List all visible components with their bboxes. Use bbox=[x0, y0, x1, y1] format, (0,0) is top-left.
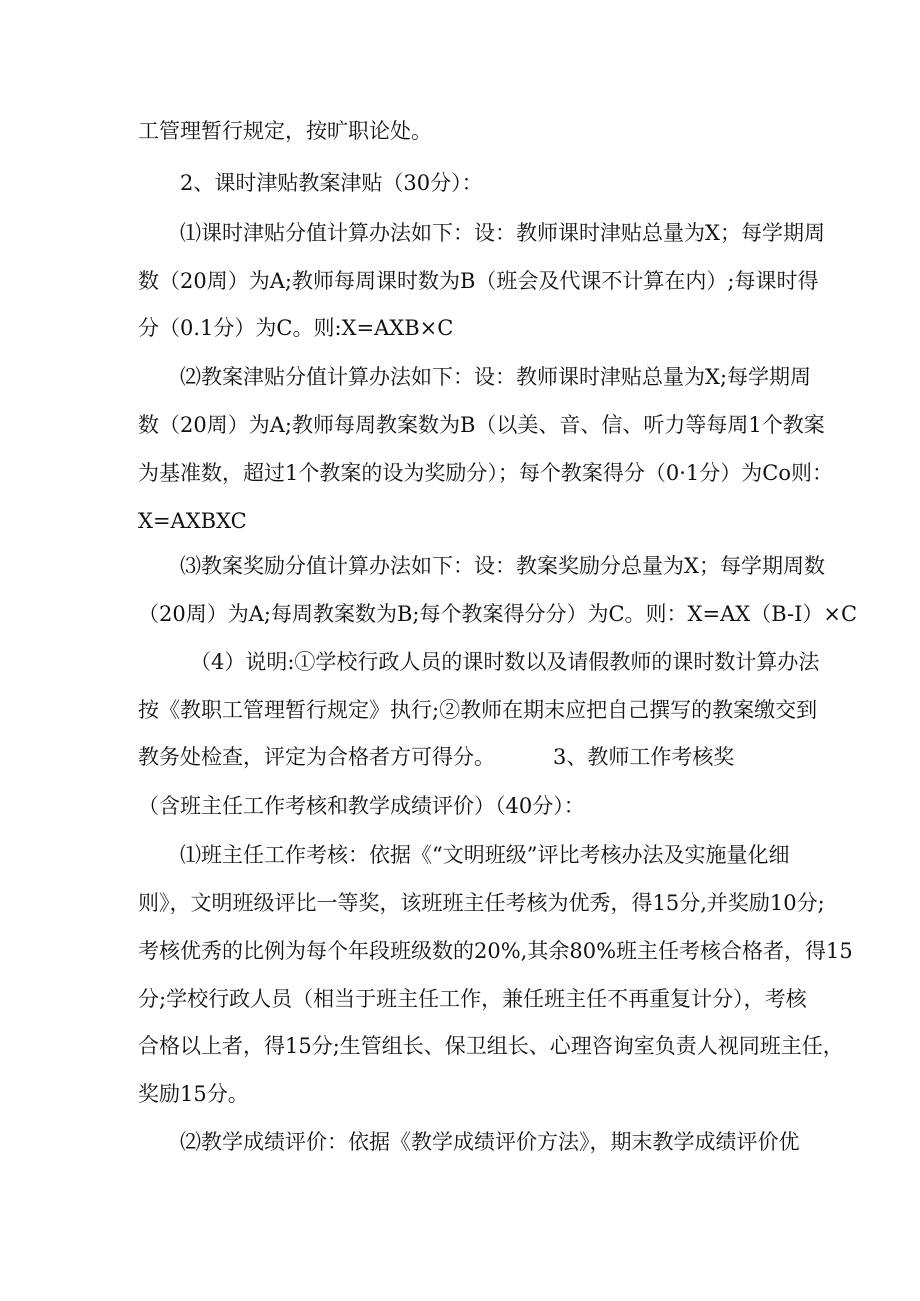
formula-line: X=AXBXC bbox=[138, 509, 247, 533]
paragraph-line: 合格以上者，得15分;生管组长、保卫组长、心理咨询室负责人视同班主任， bbox=[138, 1034, 844, 1058]
formula-line: 分（0.1分）为C。则:X=AXB×C bbox=[138, 316, 454, 340]
paragraph-line: 考核优秀的比例为每个年段班级数的20%,其余80%班主任考核合格者，得15 bbox=[138, 939, 853, 963]
paragraph-line: 为基准数，超过1个教案的设为奖励分）；每个教案得分（0·1分）为Co则： bbox=[138, 461, 833, 485]
section-heading: 2、课时津贴教案津贴（30分）： bbox=[180, 171, 483, 195]
paragraph-line: ⑶教案奖励分值计算办法如下：设：教案奖励分总量为X；每学期周数 bbox=[180, 554, 825, 578]
paragraph-line: ⑴班主任工作考核：依据《“文明班级”评比考核办法及实施量化细 bbox=[180, 843, 790, 867]
paragraph-line: 数（20周）为A;教师每周课时数为B（班会及代课不计算在内）;每课时得 bbox=[138, 269, 819, 293]
paragraph-line: 奖励15分。 bbox=[138, 1082, 249, 1106]
paragraph-text: 教务处检查，评定为合格者方可得分。 bbox=[138, 745, 495, 769]
paragraph-line: 分;学校行政人员（相当于班主任工作，兼任班主任不再重复计分），考核 bbox=[138, 987, 807, 1011]
paragraph-line: ⑵教案津贴分值计算办法如下：设：教师课时津贴总量为X;每学期周 bbox=[180, 365, 812, 389]
paragraph-line bbox=[138, 743, 734, 771]
paragraph-line: 按《教职工管理暂行规定》执行;②教师在期末应把自己撰写的教案缴交到 bbox=[138, 698, 818, 722]
section-heading: 3、教师工作考核奖 bbox=[553, 745, 735, 769]
text-line: 工管理暂行规定，按旷职论处。 bbox=[138, 119, 432, 143]
paragraph-line: ⑴课时津贴分值计算办法如下：设：教师课时津贴总量为X；每学期周 bbox=[180, 221, 825, 245]
paragraph-line: （20周）为A;每周教案数为B;每个教案得分分）为C。则：X=AX（B-I）×C bbox=[138, 602, 858, 626]
section-subheading: （含班主任工作考核和教学成绩评价）（40分）： bbox=[138, 794, 585, 818]
paragraph-line: （4）说明:①学校行政人员的课时数以及请假教师的课时数计算办法 bbox=[190, 650, 820, 674]
paragraph-line: ⑵教学成绩评价：依据《教学成绩评价方法》，期末教学成绩评价优 bbox=[180, 1130, 800, 1154]
paragraph-line: 数（20周）为A;教师每周教案数为B（以美、音、信、听力等每周1个教案 bbox=[138, 413, 825, 437]
paragraph-line: 则》，文明班级评比一等奖，该班班主任考核为优秀，得15分,并奖励10分; bbox=[138, 891, 825, 915]
